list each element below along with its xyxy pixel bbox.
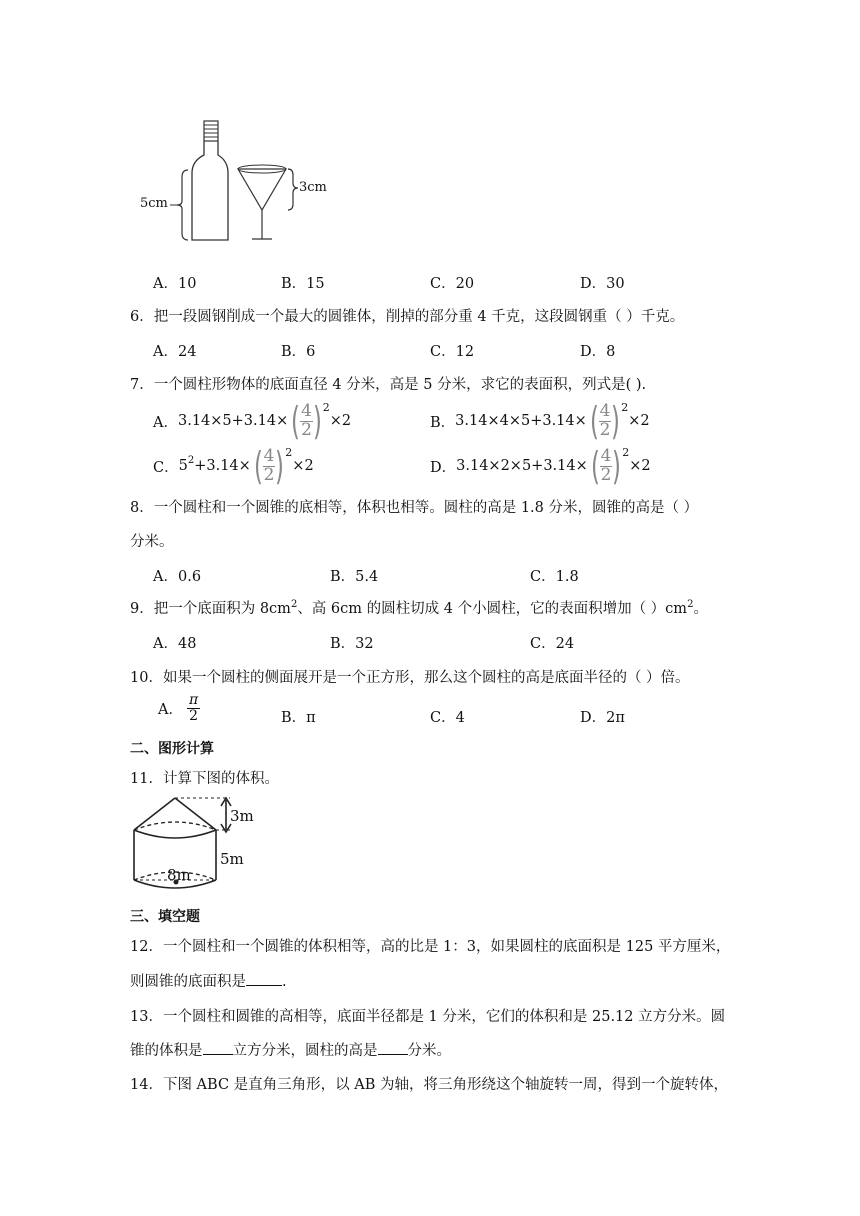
q9-option-b: B．32 [330,636,374,652]
q7-option-b: B． 3.14×4×5+3.14× ( $\frac{4}{2}$ ) 2 ×2 [430,399,650,443]
q6-text: 6．把一段圆钢削成一个最大的圆锥体，削掉的部分重 4 千克，这段圆钢重（ ）千克。 [130,309,685,325]
q8-option-a: A．0.6 [153,569,202,585]
q7-option-a: A． 3.14×5+3.14× ( $\frac{4}{2}$ ) 2 ×2 [153,399,352,443]
q11-text: 11．计算下图的体积。 [130,771,279,787]
q13-answer-blank-2[interactable] [378,1040,408,1055]
q13-text-line1: 13．一个圆柱和圆锥的高相等，底面半径都是 1 分米，它们的体积和是 25.12 立方分米。圆 [130,1009,726,1025]
q9-option-c: C．24 [530,636,575,652]
q5-option-d: D．30 [580,276,625,292]
q10-text: 10．如果一个圆柱的侧面展开是一个正方形，那么这个圆柱的高是底面半径的（ ）倍。 [130,670,690,686]
q7-text: 7．一个圆柱形物体的底面直径 4 分米，高是 5 分米，求它的表面积，列式是( ). [130,377,647,393]
q8-text-line2: 分米。 [130,534,174,550]
q10-option-a: A． π 2 [158,692,199,725]
q12-answer-blank[interactable] [246,971,282,986]
q13-text-line2: 锥的体积是 立方分米，圆柱的高是 分米。 [130,1039,451,1060]
q14-text-line1: 14．下图 ABC 是直角三角形，以 AB 为轴，将三角形绕这个轴旋转一周，得到一个旋转体， [130,1077,729,1093]
q12-text-line2: 则圆锥的底面积是 . [130,970,287,991]
q7-option-d: D． 3.14×2×5+3.14× ( $\frac{4}{2}$ ) 2 ×2 [430,444,651,488]
q5-option-a: A．10 [153,276,197,292]
q8-option-b: B．5.4 [330,569,379,585]
q10-option-c: C．4 [430,710,465,726]
q8-option-c: C．1.8 [530,569,579,585]
q5-option-c: C．20 [430,276,475,292]
section-heading-2: 二、图形计算 [130,741,214,757]
bottle-height-label: 5cm [140,196,168,211]
section-heading-3: 三、填空题 [130,909,200,925]
cylinder-height-label: 5m [220,850,244,868]
q9-option-a: A．48 [153,636,197,652]
q8-text-line1: 8．一个圆柱和一个圆锥的底相等，体积也相等。圆柱的高是 1.8 分米，圆锥的高是（ ） [130,500,699,516]
diameter-label: 8m [167,866,191,884]
q5-option-b: B．15 [281,276,325,292]
q12-text-line1: 12．一个圆柱和一个圆锥的体积相等，高的比是 1：3，如果圆柱的底面积是 125 平方厘米， [130,939,731,955]
q7-option-c: C． 5 2 +3.14× ( $\frac{4}{2}$ ) 2 ×2 [153,444,314,488]
q6-option-c: C．12 [430,344,475,360]
q6-option-b: B．6 [281,344,316,360]
q6-option-a: A．24 [153,344,197,360]
q10-option-b: B．π [281,710,316,726]
q9-text: 9．把一个底面积为 $8cm^2$、高 6cm 的圆柱切成 4 个小圆柱，它的表面积增加（ ）$cm^2$。 [130,599,708,617]
q10-option-d: D．2π [580,710,625,726]
goblet-height-label: 3cm [299,180,327,195]
q6-option-d: D．8 [580,344,616,360]
cone-height-label: 3m [230,807,254,825]
q13-answer-blank-1[interactable] [203,1040,233,1055]
